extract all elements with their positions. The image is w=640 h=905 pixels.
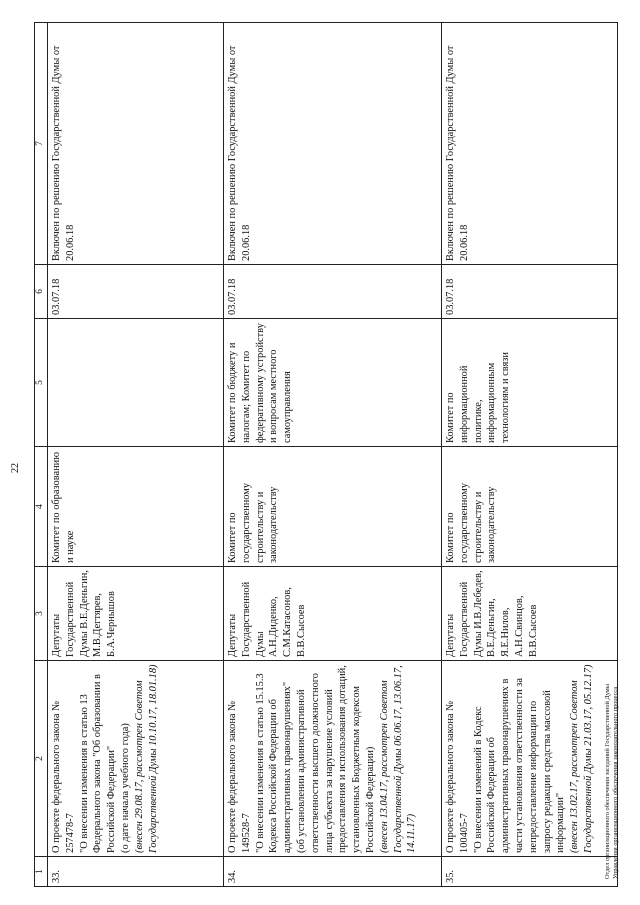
bills-table	[34, 22, 618, 887]
row-number: 33.	[48, 857, 224, 887]
column-header: 1	[35, 857, 48, 887]
footer-line: Отдел организационного обеспечения заседаний Государственной Думы	[604, 684, 611, 879]
date-cell: 03.07.18	[442, 265, 618, 319]
committee-cell: Комитет по образованию и науке	[48, 447, 224, 567]
column-header: 3	[35, 567, 48, 661]
bill-subtitle: (о дате начала учебного года)	[119, 723, 131, 853]
bill-name: "О внесении изменения в статью 15.15.3 Кодекса Российской Федерации об административных правонарушениях"	[254, 673, 294, 853]
status-cell: Включен по решению Государственной Думы от 20.06.18	[224, 23, 442, 265]
row-number: 35.	[442, 857, 618, 887]
bill-title: О проекте федерального закона № 257478-7	[51, 700, 76, 853]
table-row	[442, 23, 618, 887]
table-row	[48, 23, 224, 887]
column-header: 2	[35, 661, 48, 857]
bill-title: О проекте федерального закона № 100405-7	[445, 700, 470, 853]
bill-subtitle: (об установлении административной ответственности высшего должностного лица субъекта за нарушение условий предоставления и использования дотаций, установленных Бюджетным кодексом Российской Федерации)	[295, 665, 376, 853]
authors-cell: Депутаты Государственной Думы И.В.Лебедев, В.Е.Деньгин, Я.Е.Нилов, А.Н.Свинцов, В.В.Сысоев	[442, 567, 618, 661]
bill-name: "О внесении изменений в Кодекс Российской Федерации об административных правонарушениях в части установления ответственности за непредоставление информации по запросу редакции средства массовой информации"	[472, 678, 567, 853]
co-committees-cell: Комитет по информационной политике, информационным технологиям и связи	[442, 319, 618, 447]
column-header: 7	[35, 23, 48, 265]
footer-line: Управления организационного обеспечения законодательного процесса	[612, 686, 619, 879]
page-number: 22	[10, 463, 21, 473]
column-header: 5	[35, 319, 48, 447]
date-cell: 03.07.18	[48, 265, 224, 319]
column-number-row	[35, 23, 48, 887]
bill-note: (внесен 29.08.17, рассмотрен Советом Государственной Думы 10.10.17, 18.01.18)	[133, 664, 159, 853]
row-number: 34.	[224, 857, 442, 887]
co-committees-cell: Комитет по бюджету и налогам; Комитет по федеративному устройству и вопросам местного самоуправления	[224, 319, 442, 447]
bill-note: (внесен 13.02.17, рассмотрен Советом Государственной Думы 21.03.17, 05.12.17)	[569, 664, 594, 853]
column-header: 6	[35, 265, 48, 319]
co-committees-cell	[48, 319, 224, 447]
committee-cell: Комитет по государственному строительству и законодательству	[442, 447, 618, 567]
bill-description	[224, 661, 442, 857]
status-cell: Включен по решению Государственной Думы от 20.06.18	[48, 23, 224, 265]
column-header: 4	[35, 447, 48, 567]
table-row	[224, 23, 442, 887]
footer	[604, 684, 620, 879]
bill-description	[442, 661, 618, 857]
committee-cell: Комитет по государственному строительству и законодательству	[224, 447, 442, 567]
bill-name: "О внесении изменения в статью 13 Федерального закона "Об образовании в Российской Федерации"	[78, 674, 118, 853]
bill-description	[48, 661, 224, 857]
authors-cell: Депутаты Государственной Думы А.Н.Диденко, С.М.Катасонов, В.В.Сысоев	[224, 567, 442, 661]
status-cell: Включен по решению Государственной Думы от 20.06.18	[442, 23, 618, 265]
bill-title: О проекте федерального закона № 149528-7	[227, 700, 252, 853]
authors-cell: Депутаты Государственной Думы В.Е.Деньгин, М.В.Дегтярев, Б.А.Чернышов	[48, 567, 224, 661]
bill-note: (внесен 13.04.17, рассмотрен Советом Государственной Думы 06.06.17, 13.06.17, 14.11.17)	[378, 665, 418, 853]
date-cell: 03.07.18	[224, 265, 442, 319]
